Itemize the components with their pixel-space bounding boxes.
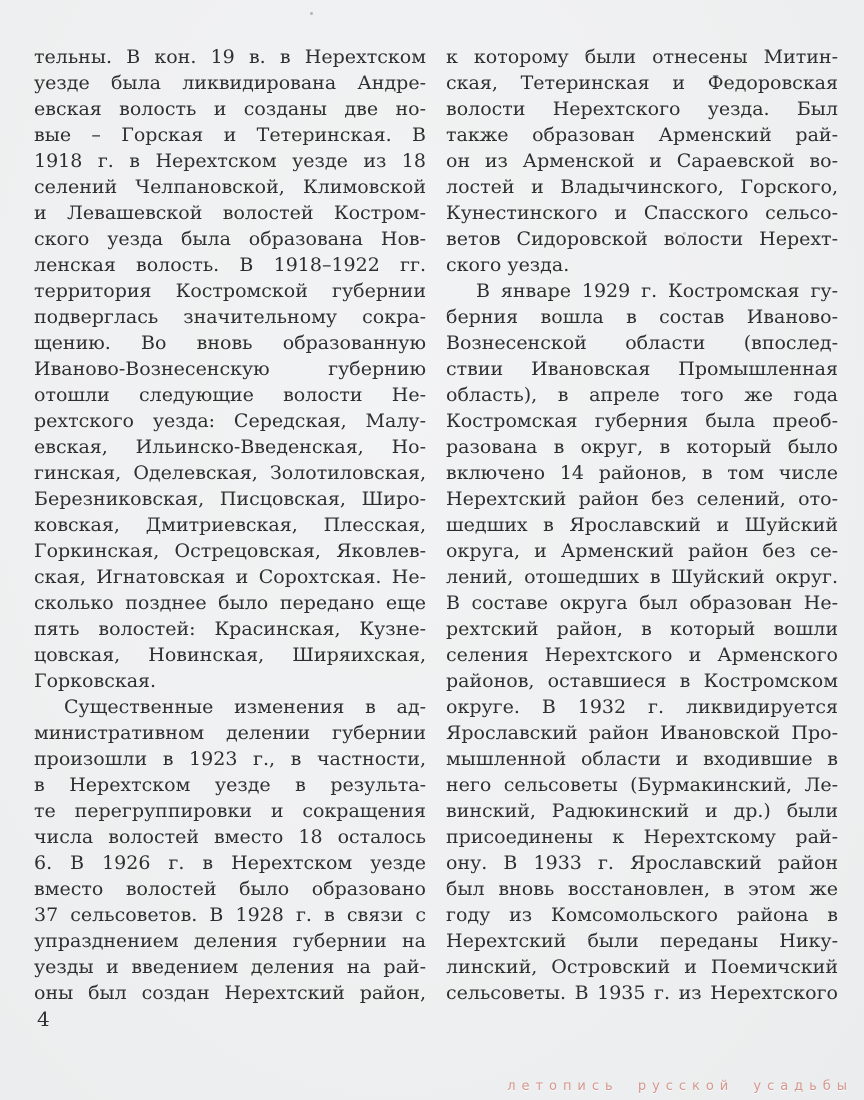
paragraph (34, 694, 426, 1006)
footer-watermark: летопись русской усадьбы (507, 1079, 853, 1094)
text-line: округа, и Арменский район без се- (446, 540, 838, 562)
text-line: упразднением деления губернии на (34, 930, 426, 952)
text-line: ская, Игнатовская и Сорохтская. Не- (34, 566, 426, 588)
page-number: 4 (37, 1007, 50, 1031)
text-line: лостей и Владычинского, Горского, (446, 176, 838, 198)
text-line: ствии Ивановская Промышленная (446, 358, 838, 380)
text-line: Горкинская, Острецовская, Яковлев- (34, 540, 426, 562)
text-line: Нерехтский район без селений, ото- (446, 488, 838, 510)
text-line: евская, Ильинско-Введенская, Но- (34, 436, 426, 458)
text-line: он из Арменской и Сараевской во- (446, 150, 838, 172)
text-line: лений, отошедших в Шуйский округ. (446, 566, 838, 588)
text-line: селений Челпановской, Климовской (34, 176, 426, 198)
left-column (34, 44, 426, 1006)
text-line: вместо волостей было образовано (34, 878, 426, 900)
text-line: Существенные изменения в ад- (64, 696, 426, 718)
paragraph (446, 278, 838, 1006)
text-line: ковская, Дмитриевская, Плесская, (34, 514, 426, 536)
text-line: волости Нерехтского уезда. Был (446, 98, 838, 120)
text-line: винский, Радюкинский и др.) были (446, 800, 838, 822)
paragraph (34, 44, 426, 694)
text-line: отошли следующие волости Не- (34, 384, 426, 406)
text-line: также образован Арменский рай- (446, 124, 838, 146)
text-line: щению. Во вновь образованную (34, 332, 426, 354)
text-line: ону. В 1933 г. Ярославский район (446, 852, 838, 874)
text-line: Нерехтский были переданы Нику- (446, 930, 838, 952)
text-line: и Левашевской волостей Костром- (34, 202, 426, 224)
text-line: в Нерехтском уезде в результа- (34, 774, 426, 796)
text-line: был вновь восстановлен, в этом же (446, 878, 838, 900)
text-line: те перегруппировки и сокращения (34, 800, 426, 822)
text-line: рехтского уезда: Середская, Малу- (34, 410, 426, 432)
text-line: Березниковская, Писцовская, Широ- (34, 488, 426, 510)
text-line: область), в апреле того же года (446, 384, 838, 406)
text-line: Иваново-Вознесенскую губернию (34, 358, 426, 380)
text-line: территория Костромской губернии (34, 280, 426, 302)
right-column (446, 44, 838, 1006)
text-line: округе. В 1932 г. ликвидируется (446, 696, 838, 718)
text-line: Ярославский район Ивановской Про- (446, 722, 838, 744)
text-line: уезды и введением деления на рай- (34, 956, 426, 978)
text-line: линский, Островский и Поемичский (446, 956, 838, 978)
text-line: оны был создан Нерехтский район, (34, 982, 426, 1004)
paragraph (446, 44, 838, 278)
text-line: сельсоветы. В 1935 г. из Нерехтского (446, 982, 838, 1004)
text-line: разована в округ, в который было (446, 436, 838, 458)
text-line: селения Нерехтского и Арменского (446, 644, 838, 666)
text-line: Горковская. (34, 670, 157, 692)
text-line: вые – Горская и Тетеринская. В (34, 124, 426, 146)
scan-speck (310, 12, 313, 15)
text-line: подверглась значительному сокра- (34, 306, 426, 328)
text-line: министративном делении губернии (34, 722, 426, 744)
text-line: евская волость и созданы две но- (34, 98, 426, 120)
text-line: гинская, Оделевская, Золотиловская, (34, 462, 426, 484)
text-line: 37 сельсоветов. В 1928 г. в связи с (34, 904, 426, 926)
text-line: ленская волость. В 1918–1922 гг. (34, 254, 426, 276)
text-line: него сельсоветы (Бурмакинский, Ле- (446, 774, 838, 796)
text-line: произошли в 1923 г., в частности, (34, 748, 426, 770)
text-line: к которому были отнесены Митин- (446, 46, 838, 68)
text-line: шедших в Ярославский и Шуйский (446, 514, 838, 536)
text-line: берния вошла в состав Иваново- (446, 306, 838, 328)
text-line: присоединены к Нерехтскому рай- (446, 826, 838, 848)
text-line: рехтский район, в который вошли (446, 618, 838, 640)
text-line: тельны. В кон. 19 в. в Нерехтском (34, 46, 426, 68)
text-line: районов, оставшиеся в Костромском (446, 670, 838, 692)
text-line: включено 14 районов, в том числе (446, 462, 838, 484)
text-line: уезде была ликвидирована Андре- (34, 72, 426, 94)
text-line: Костромская губерния была преоб- (446, 410, 838, 432)
text-line: сколько позднее было передано еще (34, 592, 426, 614)
text-line: Вознесенской области (впослед- (446, 332, 838, 354)
text-line: пять волостей: Красинская, Кузне- (34, 618, 426, 640)
text-line: числа волостей вместо 18 осталось (34, 826, 426, 848)
text-line: ского уезда была образована Нов- (34, 228, 426, 250)
text-line: цовская, Новинская, Ширяихская, (34, 644, 426, 666)
text-line: В составе округа был образован Не- (446, 592, 838, 614)
text-columns (34, 44, 838, 1006)
text-line: В январе 1929 г. Костромская гу- (476, 280, 838, 302)
text-line: ветов Сидоровской волости Нерехт- (446, 228, 838, 250)
text-line: Кунестинского и Спасского сельсо- (446, 202, 838, 224)
text-line: году из Комсомольского района в (446, 904, 838, 926)
text-line: 6. В 1926 г. в Нерехтском уезде (34, 852, 426, 874)
text-line: ского уезда. (446, 254, 570, 276)
text-line: мышленной области и входившие в (446, 748, 838, 770)
text-line: 1918 г. в Нерехтском уезде из 18 (34, 150, 426, 172)
text-line: ская, Тетеринская и Федоровская (446, 72, 838, 94)
